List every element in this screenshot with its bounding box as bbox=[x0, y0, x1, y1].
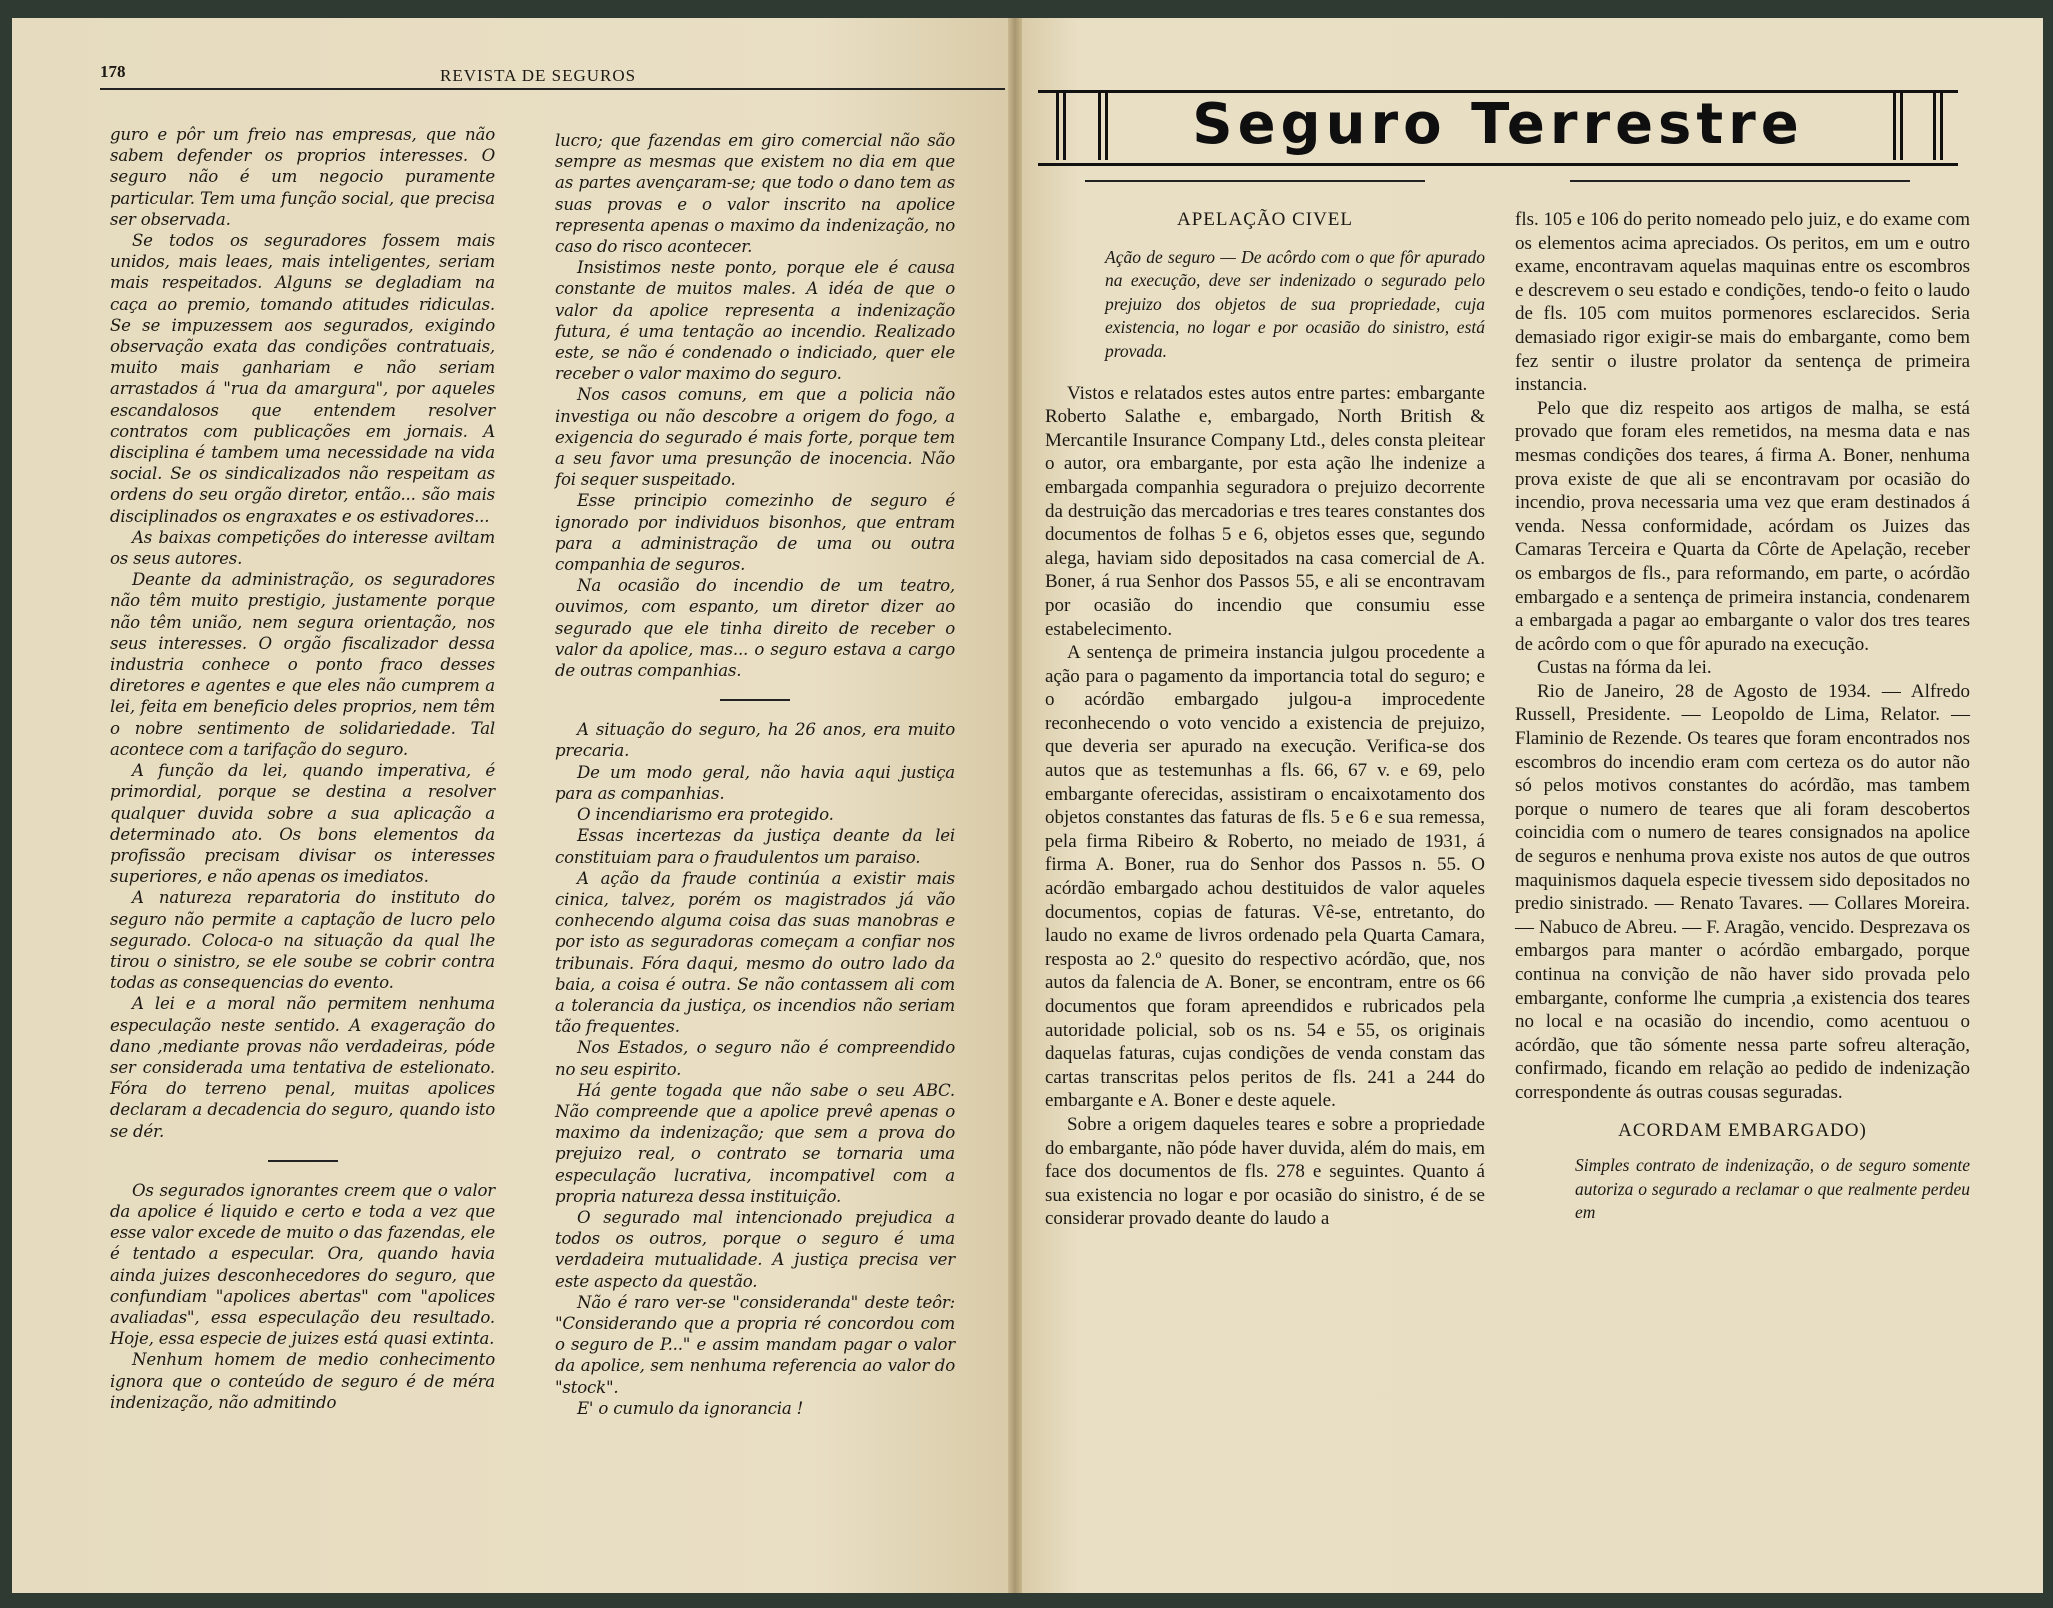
right-column-2 bbox=[1515, 208, 1970, 1225]
running-head bbox=[100, 62, 1000, 92]
section-title: Seguro Terrestre bbox=[1192, 92, 1804, 157]
paragraph: A ação da fraude continúa a existir mais cinica, talvez, porém os magistrados já vão conhecendo alguma coisa das suas manobras e por isto as seguradoras começam a confiar nos tribunais. Fóra daqui, mesmo do outro lado da baia, a coisa é outra. Se não contassem ali com a tolerancia da justiça, os incendios não seriam tão frequentes. bbox=[555, 868, 955, 1037]
journal-title: REVISTA DE SEGUROS bbox=[440, 66, 637, 85]
section-banner bbox=[1038, 90, 1958, 165]
title-underline-left bbox=[1085, 180, 1425, 182]
title-underline-right bbox=[1570, 180, 1910, 182]
paragraph: Custas na fórma da lei. bbox=[1537, 657, 1712, 679]
paragraph: Insistimos neste ponto, porque ele é causa constante de muitos males. A idéa de que o valor da apolice representa a indenização futura, é uma tentação ao incendio. Realizado este, se não é condenado o indiciado, quer ele receber o valor maximo do seguro. bbox=[555, 258, 955, 384]
paragraph: Nos Estados, o seguro não é compreendido no seu espirito. bbox=[555, 1038, 955, 1079]
paragraph: Esse principio comezinho de seguro é ignorado por individuos bisonhos, que entram para a administração de uma ou outra companhia de seguros. bbox=[555, 491, 955, 575]
paragraph: Sobre a origem daqueles teares e sobre a propriedade do embargante, não póde haver duvida, além do mais, em face dos documentos de fls. 278 e seguintes. Quanto á sua existencia no logar e por ocasião do sinistro, é de se considerar provado deante do laudo a bbox=[1045, 1113, 1485, 1230]
paragraph: De um modo geral, não havia aqui justiça para as companhias. bbox=[555, 762, 955, 803]
case-summary-2: Simples contrato de indenização, o de seguro somente autoriza o segurado a reclamar o que realmente perdeu em bbox=[1575, 1155, 1970, 1223]
paragraph: Não é raro ver-se "considerandа" deste teôr: "Considerando que a propria ré concordou com o seguro de P..." e assim mandam pagar o valor da apolice, sem nenhuma referencia ao valor do "stock". bbox=[555, 1292, 955, 1397]
paragraph: Na ocasião do incendio de um teatro, ouvimos, com espanto, um diretor dizer ao segurado que ele tinha direito de receber o valor da apolice, mas... o seguro estava a cargo de outras companhias. bbox=[555, 576, 955, 681]
book-gutter bbox=[1008, 18, 1022, 1593]
paragraph: Vistos e relatados estes autos entre partes: embargante Roberto Salathe e, embargado, North British & Mercantile Insurance Company Ltd., deles consta pleitear o autor, ora embargante, por esta ação lhe indenize a embargada companhia seguradora o prejuizo decorrente da destruição das mercadorias e tres teares constantes dos documentos de folhas 5 e 6, objetos esses que, segundo alega, haviam sido depositados na casa comercial de A. Boner, á rua Senhor dos Passos 55, e ali se encontravam por ocasião do incendio que consumiu esse estabelecimento. bbox=[1045, 382, 1485, 640]
banner-bar-right bbox=[1933, 90, 1943, 160]
paragraph: Os segurados ignorantes creem que o valor da apolice é liquido e certo e toda a vez que esse valor excede de muito o das fazendas, ele é tentado a especular. Ora, quando havia ainda juizes desconhecedores do seguro, que confundiam "apolices abertas" com "apolices avaliadas", essa especulação deu resultado. Hoje, essa especie de juizes está quasi extinta. bbox=[110, 1180, 495, 1349]
banner-bar-left-inner bbox=[1098, 90, 1108, 160]
paragraph: Há gente togada que não sabe o seu ABC. Não compreende que a apolice prevê apenas o maximo da indenização; que sem a prova do prejuizo real, o contrato se tornaria uma especulação lucrativa, incompativel com a propria natureza dessa instituição. bbox=[555, 1080, 955, 1206]
paragraph: Nos casos comuns, em que a policia não investiga ou não descobre a origem do fogo, a exigencia do segurado é mais forte, porque tem a seu favor uma presunção de inocencia. Não foi sequer suspeitado. bbox=[555, 385, 955, 490]
paragraph: Essas incertezas da justiça deante da lei constituiam para o fraudulentos um paraiso. bbox=[555, 826, 955, 867]
paragraph: Se todos os seguradores fossem mais unidos, mais leaes, mais inteligentes, seriam mais respeitados. Alguns se degladiam na caça ao premio, tomando atitudes ridiculas. Se se impuzessem aos segurados, exigindo observação exata das condições contratuais, muito mais ganhariam e não seriam arrastados á "rua da amargura", por aqueles escandalosos que entendem resolver contratos com publicações em jornais. A disciplina é tambem uma necessidade na vida social. Se os sindicalizados não respeitam as ordens do seu orgão diretor, então... são mais disciplinados os engraxates e os estivadores... bbox=[110, 231, 495, 526]
right-column-1 bbox=[1045, 208, 1485, 1231]
paragraph: Rio de Janeiro, 28 de Agosto de 1934. — Alfredo Russell, Presidente. — Leopoldo de Lima, Relator. — Flaminio de Rezende. Os teares que foram encontrados nos escombros do incendio eram com certeza os do autor não só pelos motivos constantes do acórdão, mas tambem porque o numero de teares que ali foram descobertos coincidia com o numero de teares consignados na apolice de seguros e nenhuma prova existe nos autos de que outros maquinismos daquela especie tivessem sido depositados no predio sinistrado. — Renato Tavares. — Collares Moreira. — Nabuco de Abreu. — F. Aragão, vencido. Desprezava os embargos para manter o acórdão embargado, porque continua na convição de não haver sido provada pelo embargante, conforme lhe cumpria ,a existencia dos teares no local e na ocasião do incendio, como acentuou o acórdão, que tão sómente nessa parte sofreu alteração, confirmado, ficando em relação ao pedido de indenização correspondente ás outras cousas seguradas. bbox=[1515, 680, 1970, 1103]
case-summary: Ação de seguro — De acôrdo com o que fôr apurado na execução, deve ser indenizado o segurado pelo prejuizo dos objetos de sua propriedade, cuja existencia, no logar e por ocasião do sinistro, está provada. bbox=[1105, 246, 1485, 361]
section-separator bbox=[720, 699, 790, 701]
page-number: 178 bbox=[100, 62, 126, 81]
paragraph: guro e pôr um freio nas empresas, que não sabem defender os proprios interesses. O seguro não é um negocio puramente particular. Tem uma função social, que precisa ser observada. bbox=[110, 125, 495, 229]
left-column-1 bbox=[110, 124, 495, 1413]
paragraph: fls. 105 e 106 do perito nomeado pelo juiz, e do exame com os elementos acima apreciados. Os peritos, em um e outro exame, encontravam aquelas maquinas entre os escombros e descrevem o seu estado e condições, tendo-o feito o laudo de fls. 105 com muitos pormenores esclarecidos. Seria demasiado rigor exigir-se mais do embargante, como bem fez sentir o ilustre prolator da sentença de primeira instancia. bbox=[1515, 209, 1970, 396]
paragraph: O segurado mal intencionado prejudica a todos os outros, porque o seguro é uma verdadeira mutualidade. A justiça precisa ver este aspecto da questão. bbox=[555, 1207, 955, 1291]
left-column-2 bbox=[555, 130, 955, 1419]
paragraph: lucro; que fazendas em giro comercial não são sempre as mesmas que existem no dia em que as partes avençaram-se; que todo o dano tem as suas provas e o valor inscrito na apolice representa apenas o maximo da indenização, no caso do risco acontecer. bbox=[555, 131, 955, 257]
paragraph: A lei e a moral não permitem nenhuma especulação neste sentido. A exageração do dano ,mediante provas não verdadeiras, póde ser considerada uma tentativa de estelionato. Fóra do terreno penal, muitas apolices declaram a decadencia do seguro, quando isto se dér. bbox=[110, 994, 495, 1141]
header-rule bbox=[100, 88, 1005, 90]
paragraph: A natureza reparatoria do instituto do seguro não permite a captação de lucro pelo segurado. Coloca-o na situação da qual lhe tirou o sinistro, se ele soube se cobrir contra todas as consequencias do evento. bbox=[110, 888, 495, 993]
banner-bar-left bbox=[1056, 90, 1066, 160]
case-heading: APELAÇÃO CIVEL bbox=[1176, 209, 1354, 230]
paragraph: A função da lei, quando imperativa, é primordial, porque se destina a resolver qualquer duvida sobre a sua aplicação a determinado ato. Os bons elementos da profissão precisam divisar os interesses superiores, e não apenas os imediatos. bbox=[110, 761, 495, 887]
paragraph: As baixas competições do interesse aviltam os seus autores. bbox=[110, 527, 495, 569]
paragraph: O incendiarismo era protegido. bbox=[577, 805, 834, 825]
paragraph: Deante da administração, os seguradores não têm muito prestigio, justamente porque não têm união, nem segura orientação, nos seus interesses. O orgão fiscalizador dessa industria conhece o ponto fraco desses diretores e agentes e que eles não cumprem a lei, feita em beneficio deles proprios, nem têm o nobre sentimento de solidariedade. Tal acontece com a tarifação do seguro. bbox=[110, 570, 495, 759]
paragraph: A sentença de primeira instancia julgou procedente a ação para o pagamento da importancia total do seguro; e o acórdão embargado julgou-a improcedente reconhecendo o voto vencido a existencia de prejuizo, que deveria ser apurado na execução. Verifica-se dos autos que as testemunhas a fls. 66, 67 v. e 69, pelo embargante oferecidas, assistiram o encaixotamento dos objetos constantes das faturas de fls. 5 e 6 e sua remessa, pela firma Ribeiro & Roberto, no meiado de 1931, á firma A. Boner, rua do Senhor dos Passos n. 55. O acórdão embargado achou destituidos de valor aqueles documentos, copias de faturas. Vê-se, entretanto, do laudo no exame de livros ordenado pela Quarta Camara, resposta ao 2.º quesito do respectivo acórdão, que, nos autos da falencia de A. Boner, se encontram, entre os 66 documentos que foram apreendidos e rubricados pela autoridade policial, sob os ns. 54 e 55, os originais daquelas faturas, cujas condições de venda constam das cartas transcritas pelos peritos de fls. 241 a 244 do embargante e A. Boner e deste aquele. bbox=[1045, 642, 1485, 1112]
paragraph: Pelo que diz respeito aos artigos de malha, se está provado que foram eles remetidos, na mesma data e nas mesmas condições dos teares, á firma A. Boner, nenhuma prova existe de que ali se encontravam por ocasião do incendio, prova necessaria uma vez que eram destinados á venda. Nessa conformidade, acórdam os Juizes das Camaras Terceira e Quarta da Côrte de Apelação, receber os embargos de fls., para reformando, em parte, o acórdão embargado e a sentença de primeira instancia, condenarem a embargada a pagar ao embargante o valor dos tres teares de acôrdo com o que fôr apurado na execução. bbox=[1515, 397, 1970, 655]
paragraph: E' o cumulo da ignorancia ! bbox=[577, 1398, 804, 1418]
paragraph: A situação do seguro, ha 26 anos, era muito precaria. bbox=[555, 720, 955, 761]
section-separator bbox=[268, 1160, 338, 1162]
banner-bar-right-inner bbox=[1893, 90, 1903, 160]
case-heading-2: ACORDAM EMBARGADO) bbox=[1618, 1119, 1867, 1141]
paragraph: Nenhum homem de medio conhecimento ignora que o conteúdo de seguro é de méra indenização, não admitindo bbox=[110, 1350, 495, 1412]
